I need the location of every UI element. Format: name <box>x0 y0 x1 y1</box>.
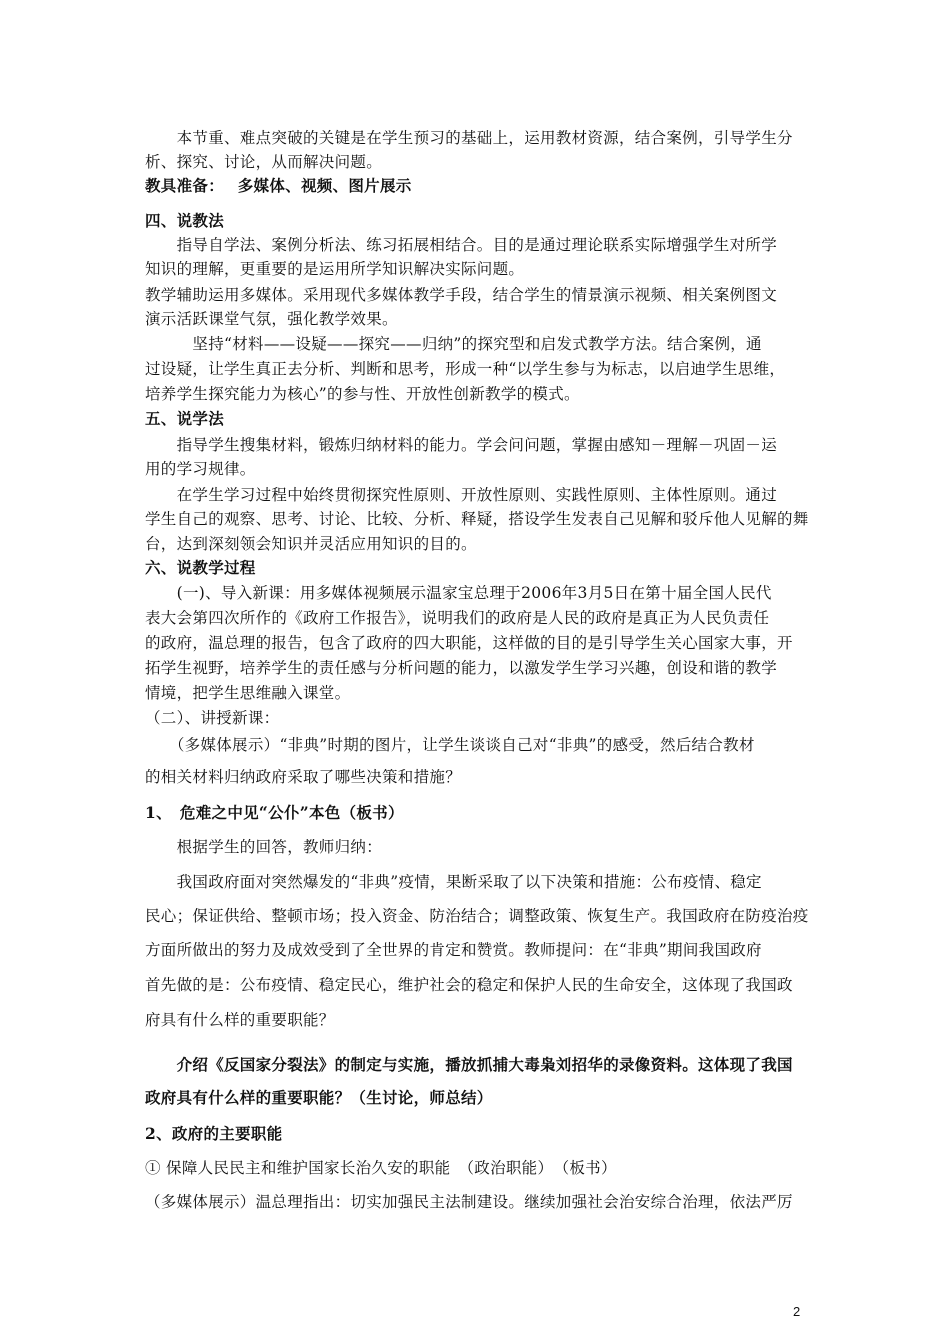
section-heading: 五、说学法 <box>145 409 225 428</box>
text-line: 过设疑，让学生真正去分析、判断和思考，形成一种“以学生参与为标志，以启迪学生思维， <box>145 360 786 378</box>
text-line: （二）、讲授新课： <box>145 709 280 727</box>
text-line: 演示活跃课堂气氛，强化教学效果。 <box>145 310 398 328</box>
text-line: 学生自己的观察、思考、讨论、比较、分析、释疑，搭设学生发表自己见解和驳斥他人见解的舞 <box>145 510 809 528</box>
text-line: 在学生学习过程中始终贯彻探究性原则、开放性原则、实践性原则、主体性原则。通过 <box>145 486 778 504</box>
text-line: 知识的理解，更重要的是运用所学知识解决实际问题。 <box>145 260 525 278</box>
text-line: 情境，把学生思维融入课堂。 <box>145 684 351 702</box>
text-line: 的相关材料归纳政府采取了哪些决策和措施？ <box>145 768 462 786</box>
text-line: 民心；保证供给、整顿市场；投入资金、防治结合；调整政策、恢复生产。我国政府在防疫治疫 <box>145 907 809 925</box>
text-line: （多媒体展示）“非典”时期的图片，让学生谈谈自己对“非典”的感受，然后结合教材 <box>145 736 755 754</box>
text-line: 的政府，温总理的报告，包含了政府的四大职能，这样做的目的是引导学生关心国家大事，开 <box>145 634 793 652</box>
text-line: （多媒体展示）温总理指出：切实加强民主法制建设。继续加强社会治安综合治理，依法严厉 <box>145 1193 793 1211</box>
text-line: 析、探究、讨论，从而解决问题。 <box>145 153 383 171</box>
text-line: 坚持“材料——设疑——探究——归纳”的探究型和启发式教学方法。结合案例，通 <box>145 335 762 353</box>
section-heading: 2、政府的主要职能 <box>145 1124 283 1143</box>
section-heading: 1、 危难之中见“公仆”本色（板书） <box>145 803 404 822</box>
text-line: 教具准备： 多媒体、视频、图片展示 <box>145 176 412 195</box>
text-line: 介绍《反国家分裂法》的制定与实施，播放抓捕大毒枭刘招华的录像资料。这体现了我国 <box>145 1055 793 1074</box>
text-line: 用的学习规律。 <box>145 460 256 478</box>
text-line: 方面所做出的努力及成效受到了全世界的肯定和赞赏。教师提问：在“非典”期间我国政府 <box>145 941 762 959</box>
text-line: ① 保障人民民主和维护国家长治久安的职能 （政治职能） （板书） <box>145 1159 617 1177</box>
text-line: 我国政府面对突然爆发的“非典”疫情，果断采取了以下决策和措施：公布疫情、稳定 <box>145 873 762 891</box>
text-line: 表大会第四次所作的《政府工作报告》，说明我们的政府是人民的政府是真正为人民负责任 <box>145 609 770 627</box>
text-line: 拓学生视野，培养学生的责任感与分析问题的能力，以激发学生学习兴趣，创设和谐的教学 <box>145 659 778 677</box>
text-line: 指导自学法、案例分析法、练习拓展相结合。目的是通过理论联系实际增强学生对所学 <box>145 236 778 254</box>
text-line: 指导学生搜集材料，锻炼归纳材料的能力。学会问问题，掌握由感知－理解－巩固－运 <box>145 436 778 454</box>
text-line: 政府具有什么样的重要职能？（生讨论，师总结） <box>145 1088 493 1107</box>
text-line: (一)、导入新课：用多媒体视频展示温家宝总理于2006年3月5日在第十届全国人民代 <box>145 584 772 602</box>
text-line: 台，达到深刻领会知识并灵活应用知识的目的。 <box>145 535 477 553</box>
section-heading: 六、说教学过程 <box>145 558 256 577</box>
page-number: 2 <box>793 1304 801 1319</box>
text-line: 首先做的是：公布疫情、稳定民心，维护社会的稳定和保护人民的生命安全，这体现了我国政 <box>145 976 793 994</box>
text-line: 府具有什么样的重要职能？ <box>145 1011 335 1029</box>
text-line: 教学辅助运用多媒体。采用现代多媒体教学手段，结合学生的情景演示视频、相关案例图文 <box>145 286 778 304</box>
text-line: 根据学生的回答，教师归纳： <box>145 838 383 856</box>
text-line: 培养学生探究能力为核心”的参与性、开放性创新教学的模式。 <box>145 385 580 403</box>
section-heading: 四、说教法 <box>145 211 225 230</box>
text-line: 本节重、难点突破的关键是在学生预习的基础上，运用教材资源，结合案例，引导学生分 <box>145 129 793 147</box>
